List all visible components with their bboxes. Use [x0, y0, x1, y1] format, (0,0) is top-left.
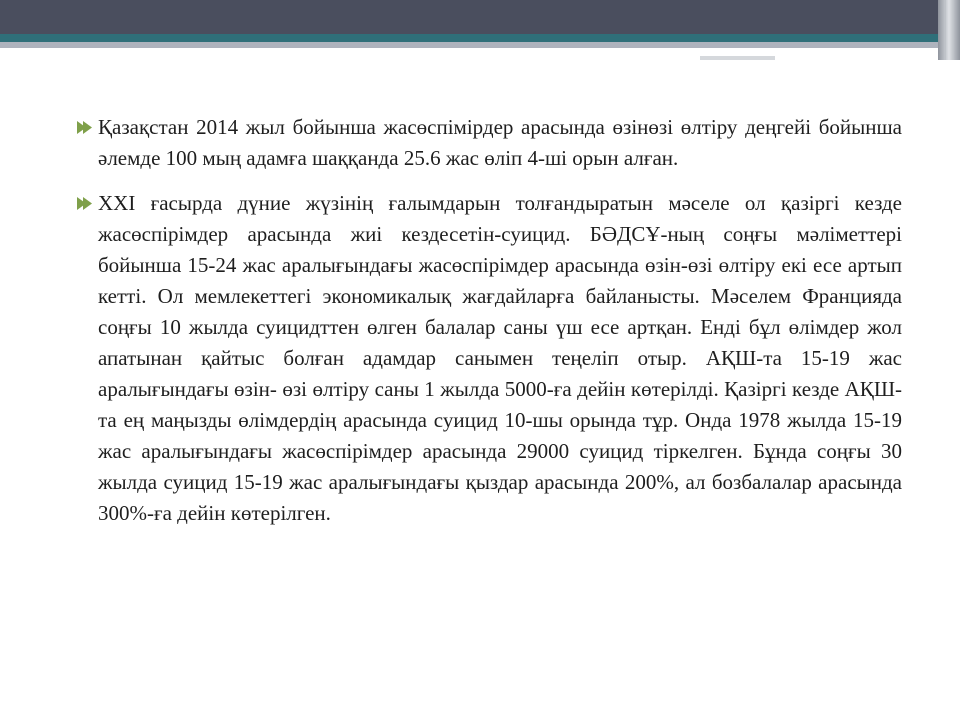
header-light-stripe: [0, 42, 960, 48]
bullet-item: [82, 112, 902, 174]
header-corner-line: [945, 0, 946, 60]
chevron-right-icon: [74, 112, 96, 143]
header-accent-stripe: [0, 34, 960, 42]
slide-content: [82, 112, 902, 543]
bullet-text: Қазақстан 2014 жыл бойынша жасөспімірдер арасында өзінөзі өлтіру деңгейі бойынша әлемде 100 мың адамға шаққанда 25.6 жас өліп 4-ші орын алған.: [98, 115, 902, 170]
bullet-text: XXI ғасырда дүние жүзінің ғалымдарын толғандыратын мәселе ол қазіргі кезде жасөспірімдер арасында жиі кездесетін-суицид. БӘДСҰ-ның соңғы мәліметтері бойынша 15-24 жас аралығындағы жасөспірімдер арасында өзін-өзі өлтіру екі есе артып кетті. Ол мемлекеттегі экономикалық жағдайларға байланысты. Мәселем Францияда соңғы 10 жылда суицидттен өлген балалар саны үш есе артқан. Енді бұл өлімдер жол апатынан қайтыс болған адамдар санымен теңеліп отыр. АҚШ-та 15-19 жас аралығындағы өзін- өзі өлтіру саны 1 жылда 5000-ға дейін көтерілді. Қазіргі кезде АҚШ-та ең маңызды өлімдердің арасында суицид 10-шы орында тұр. Онда 1978 жылда 15-19 жас аралығындағы жасөспірімдер арасында 29000 суицид тіркелген. Бұнда соңғы 30 жылда суицид 15-19 жас аралығындағы қыздар арасында 200%, ал бозбалалар арасында 300%-ға дейін көтерілген.: [98, 191, 902, 525]
bullet-item: [82, 188, 902, 529]
header-shadow-line: [700, 56, 775, 60]
header-corner-decoration: [938, 0, 960, 60]
header-band: [0, 0, 960, 34]
chevron-right-icon: [74, 188, 96, 219]
header-corner-line: [953, 0, 954, 60]
